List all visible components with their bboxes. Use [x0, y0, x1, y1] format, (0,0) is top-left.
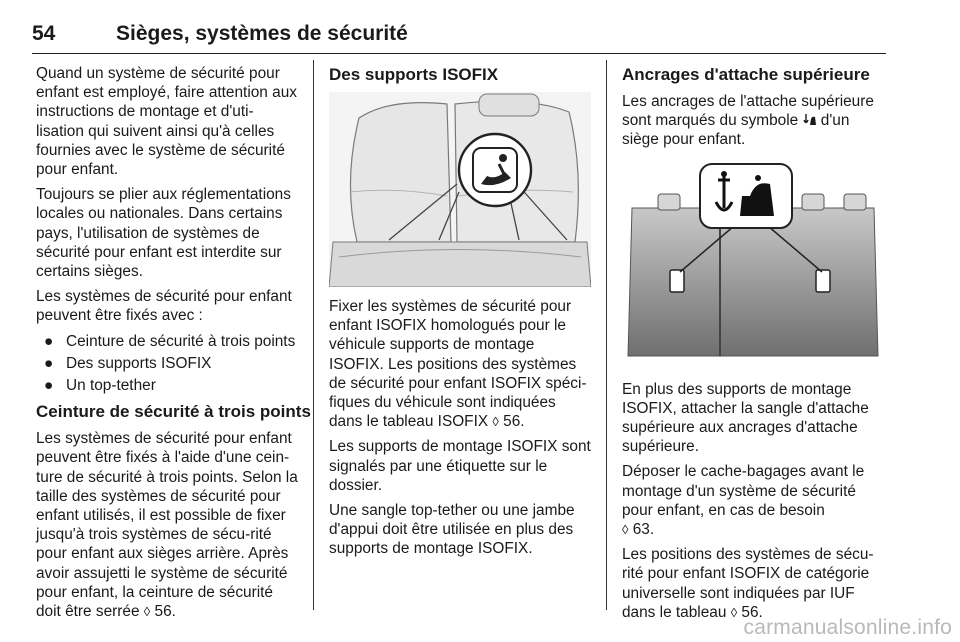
paragraph: Les ancrages de l'attache supérieure sont marqués du symbole d'un siège pour enfant. — [622, 93, 874, 149]
page-reference-link[interactable]: 56. — [741, 603, 763, 621]
page-reference-icon[interactable]: ◊ — [492, 414, 499, 430]
page-reference-link[interactable]: 56. — [154, 603, 176, 621]
list-item-text: Ceinture de sécurité à trois points — [66, 332, 296, 350]
page-number: 54 — [32, 22, 56, 45]
top-tether-anchor-illustration — [622, 156, 884, 366]
paragraph: Les systèmes de sécurité pour enfant peuvent être fixés à l'aide d'une cein-ture de sécurité à trois points. Selon la taille des systèmes de sécurité pour enfant utilisés, il est possible de fixer jusqu'à trois systèmes de sécu-rité pour enfant aux sièges arrière. Après avoir assujetti le système de sécurité pour enfant, la ceinture de sécurité doit être serrée ◊ 56. — [36, 430, 298, 621]
paragraph: Fixer les systèmes de sécurité pour enfant ISOFIX homologués pour le véhicule supports de montage ISOFIX. Les positions des systèmes de sécurité pour enfant ISOFIX spéci-fiques du véhicule sont indiquées dans le tableau ISOFIX ◊ 56. — [329, 298, 587, 431]
paragraph: Les systèmes de sécurité pour enfant peuvent être fixés avec : — [36, 288, 292, 325]
column-2 — [329, 64, 591, 565]
bullet-icon: ● — [44, 332, 54, 350]
paragraph: Les positions des systèmes de sécu-rité pour enfant ISOFIX de catégorie universelle sont indiquées par IUF dans le tableau ◊ 56. — [622, 546, 874, 621]
paragraph: Déposer le cache-bagages avant le montage d'un système de sécurité pour enfant, en cas de besoin ◊ 63. — [622, 463, 865, 539]
bullet-icon: ● — [44, 354, 54, 372]
isofix-seat-illustration — [329, 92, 591, 287]
paragraph: Les supports de montage ISOFIX sont signalés par une étiquette sur le dossier. — [329, 438, 591, 494]
paragraph: Quand un système de sécurité pour enfant est employé, faire attention aux instructions de montage et d'uti-lisation qui suivent ainsi qu'à celles fournies avec le système de sécurité pour enfant. — [36, 65, 297, 179]
section-heading-top-tether: Ancrages d'attache supérieure — [622, 65, 870, 84]
paragraph: Une sangle top-tether ou une jambe d'appui doit être utilisée en plus des supports de montage ISOFIX. — [329, 502, 575, 558]
section-heading-isofix: Des supports ISOFIX — [329, 65, 499, 84]
column-separator — [606, 60, 607, 610]
top-tether-symbol-icon — [803, 113, 817, 126]
page-title: Sièges, systèmes de sécurité — [116, 22, 408, 45]
header-rule — [32, 53, 886, 54]
page-reference-link[interactable]: 56. — [503, 413, 525, 431]
column-3 — [622, 64, 887, 628]
list-item — [36, 376, 298, 395]
page-reference-icon[interactable]: ◊ — [622, 522, 629, 538]
column-1 — [36, 64, 311, 627]
list-item — [36, 332, 298, 351]
watermark: carmanualsonline.info — [743, 616, 952, 639]
page-reference-link[interactable]: 63. — [632, 521, 655, 539]
list-item-text: Des supports ISOFIX — [66, 354, 212, 372]
page-reference-icon[interactable]: ◊ — [730, 604, 738, 620]
page-reference-icon[interactable]: ◊ — [143, 604, 151, 620]
list-item-text: Un top-tether — [66, 377, 156, 395]
paragraph: Toujours se plier aux réglementations locales ou nationales. Dans certains pays, l'utilisation de systèmes de sécurité pour enfant est interdite sur certains sièges. — [36, 186, 291, 281]
top-tether-anchor-drawing — [622, 156, 884, 366]
list-item — [36, 354, 298, 373]
column-separator — [313, 60, 314, 610]
bullet-list — [36, 332, 298, 396]
section-heading-three-point-belt: Ceinture de sécurité à trois points — [36, 402, 311, 422]
isofix-seat-drawing — [329, 92, 591, 287]
paragraph: En plus des supports de montage ISOFIX, attacher la sangle d'attache supérieure aux ancrages d'attache supérieure. — [622, 380, 869, 456]
bullet-icon: ● — [44, 377, 54, 395]
